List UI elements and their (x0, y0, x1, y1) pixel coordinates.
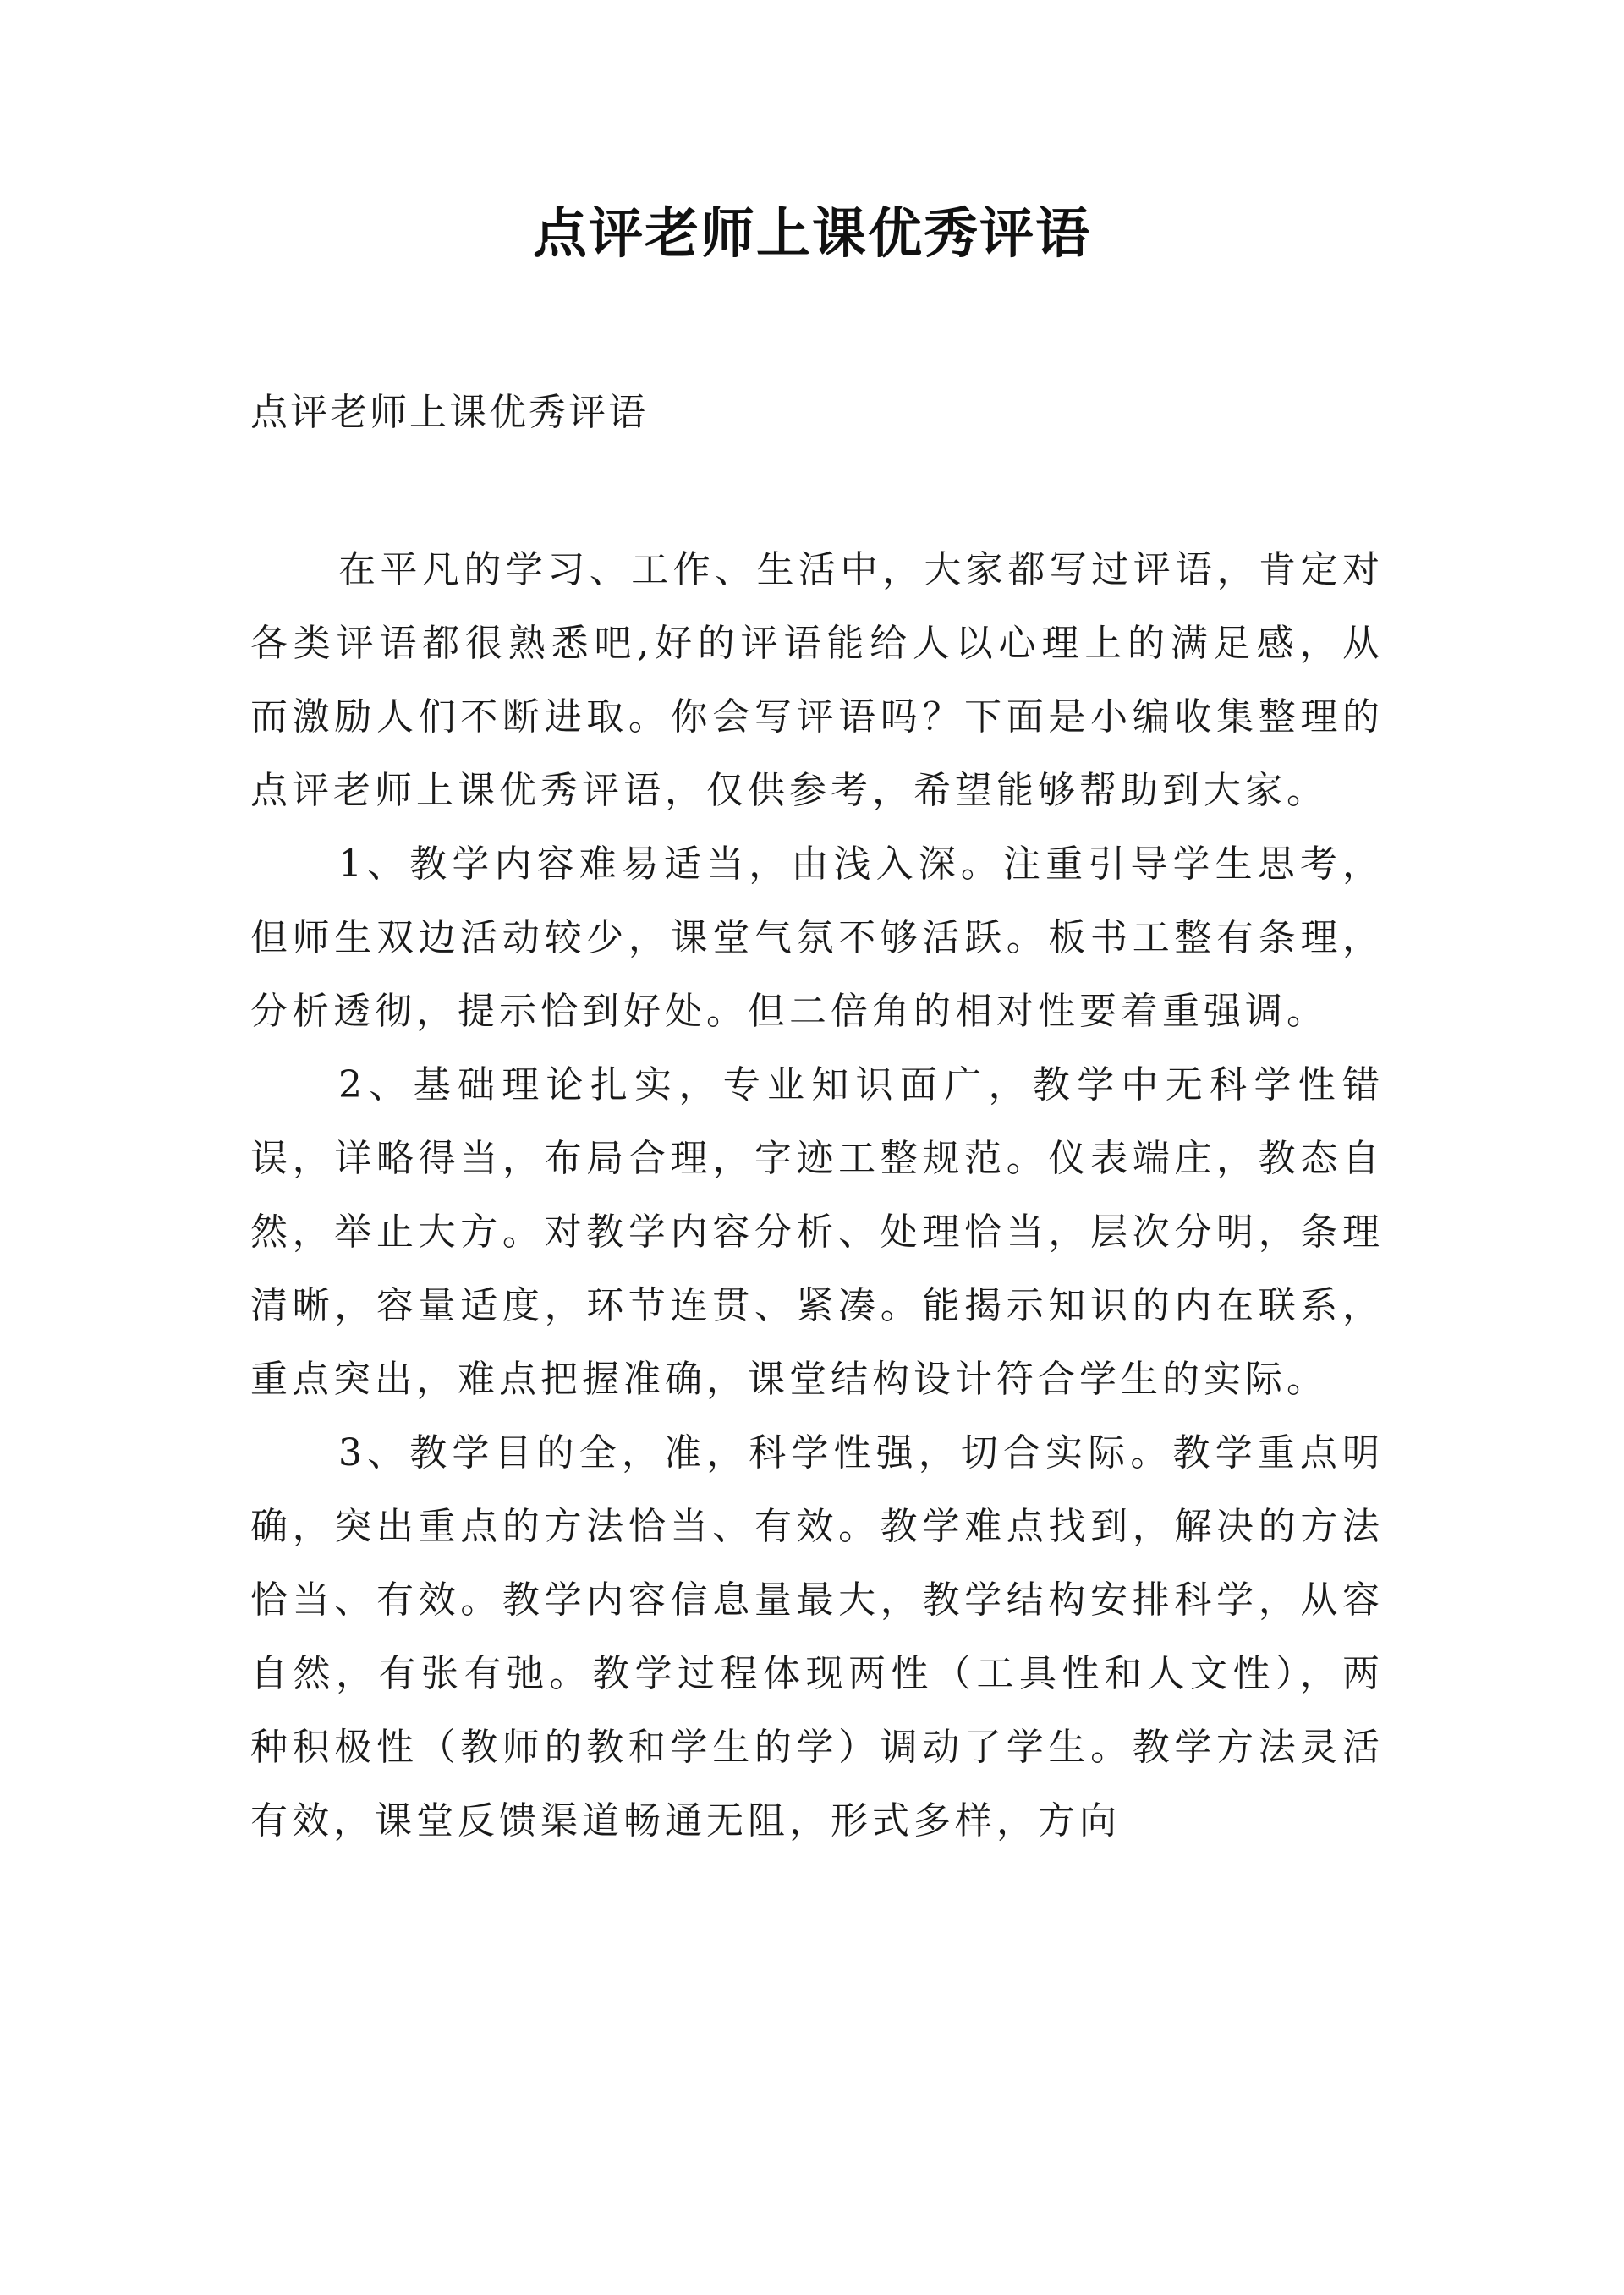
comment-paragraph-2: 2、基础理论扎实，专业知识面广，教学中无科学性错误，详略得当，布局合理，字迹工整规范。仪表端庄，教态自然，举止大方。对教学内容分析、处理恰当，层次分明，条理清晰，容量适度，环节连贯、紧凑。能揭示知识的内在联系，重点突出，难点把握准确，课堂结构设计符合学生的实际。 (250, 1063, 1384, 1401)
intro-paragraph: 在平凡的学习、工作、生活中，大家都写过评语，肯定对各类评语都很熟悉吧,好的评语能给人以心理上的满足感，从而激励人们不断进取。你会写评语吗？下面是小编收集整理的点评老师上课优秀评语，仅供参考，希望能够帮助到大家。 (250, 548, 1384, 812)
document-subtitle: 点评老师上课优秀评语 (250, 391, 648, 434)
document-body (250, 533, 1384, 1858)
comment-paragraph-3: 3、教学目的全，准，科学性强，切合实际。教学重点明确，突出重点的方法恰当、有效。教学难点找到，解决的方法恰当、有效。教学内容信息量最大，教学结构安排科学，从容自然，有张有弛。教学过程体现两性（工具性和人文性），两种积极性（教师的教和学生的学）调动了学生。教学方法灵活有效，课堂反馈渠道畅通无阻，形式多样，方向 (250, 1431, 1384, 1842)
comment-paragraph-1: 1、教学内容难易适当，由浅入深。注重引导学生思考，但师生双边活动较少，课堂气氛不够活跃。板书工整有条理，分析透彻，提示恰到好处。但二倍角的相对性要着重强调。 (250, 843, 1384, 1033)
document-title: 点评老师上课优秀评语 (533, 203, 1091, 266)
